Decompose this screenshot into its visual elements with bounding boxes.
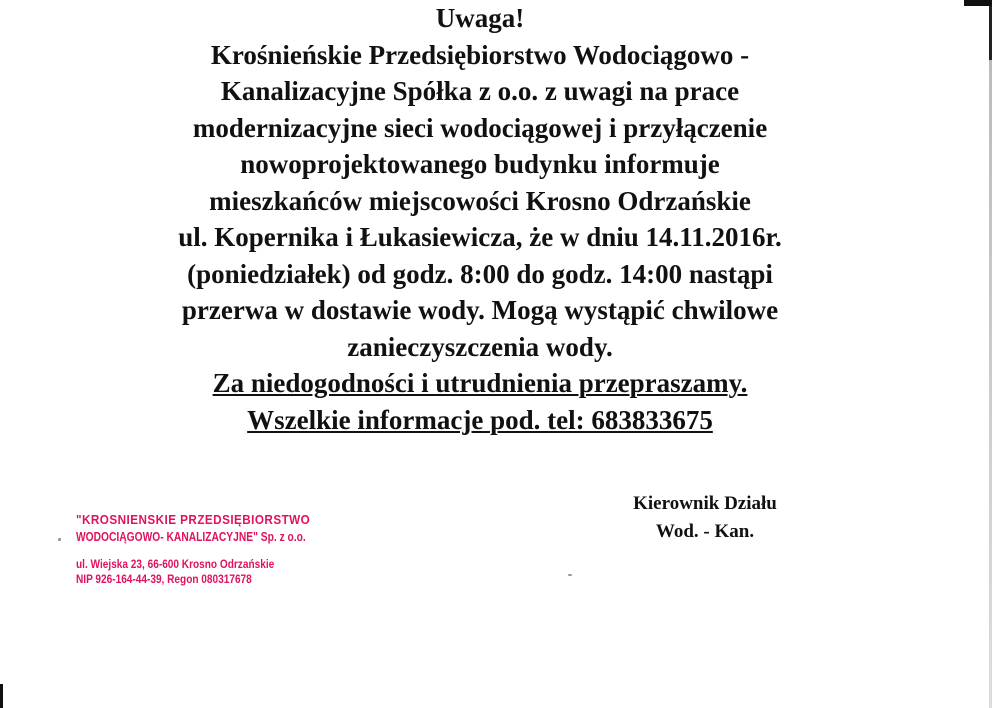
stamp-tax-ids: NIP 926-164-44-39, Regon 080317678 (76, 572, 252, 586)
notice-line: zanieczyszczenia wody. (347, 331, 613, 362)
stamp-company-name: "KROSNIENSKIE PRZEDSIĘBIORSTWO (76, 512, 311, 527)
notice-text (40, 0, 920, 438)
scan-edge-left (0, 684, 3, 708)
notice-line: przerwa w dostawie wody. Mogą wystąpić chwilowe (181, 295, 779, 325)
apology-line: Za niedogodności i utrudnienia przepraszamy. (212, 368, 748, 398)
notice-line: Krośnieńskie Przedsiębiorstwo Wodociągowo - (210, 39, 750, 70)
scan-speck (58, 538, 61, 541)
stamp-address: ul. Wiejska 23, 66-600 Krosno Odrzańskie (76, 557, 275, 571)
notice-line: mieszkańców miejscowości Krosno Odrzańskie (209, 185, 751, 216)
signature-department: Wod. - Kan. (655, 521, 755, 542)
signature-block (580, 490, 830, 546)
contact-phone-line: Wszelkie informacje pod. tel: 683833675 (247, 404, 713, 435)
notice-line: nowoprojektowanego budynku informuje (240, 149, 720, 179)
company-stamp (76, 512, 346, 586)
signature-title: Kierownik Działu (633, 493, 777, 514)
notice-line: Kanalizacyjne Spółka z o.o. z uwagi na prace (220, 76, 740, 106)
scan-speck (568, 574, 572, 576)
notice-line: ul. Kopernika i Łukasiewicza, że w dniu 14.11.2016r. (178, 222, 782, 252)
scan-edge-top (964, 0, 992, 6)
notice-line: modernizacyjne sieci wodociągowej i przyłączenie (192, 112, 768, 143)
notice-line: (poniedziałek) od godz. 8:00 do godz. 14:00 nastąpi (187, 258, 773, 289)
stamp-company-name-2: WODOCIĄGOWO- KANALIZACYJNE" Sp. z o.o. (76, 530, 306, 544)
notice-heading: Uwaga! (435, 3, 525, 33)
